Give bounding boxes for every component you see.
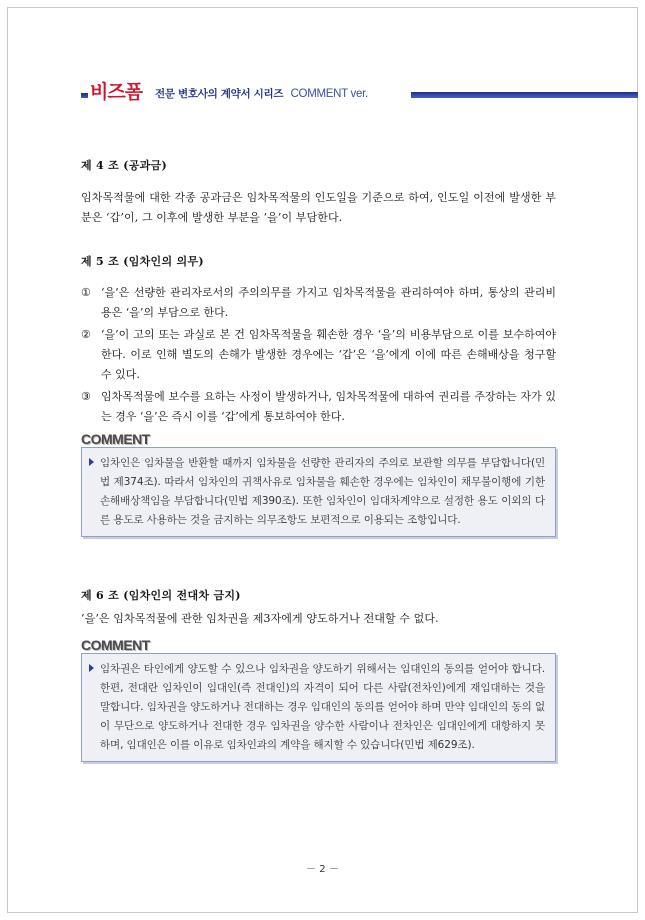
- comment-text: 임차인은 임차물을 반환할 때까지 임차물을 선량한 관리자의 주의로 보관할 의무를 부담합니다(민법 제374조). 따라서 임차인의 귀책사유로 임차물을 훼손한 경우에는 임차인이 채무불이행에 기한 손해배상책임을 부담합니다(민법 제390조). 또한 임차인이 임대차계약으로 설정한 용도 이외의 다른 용도로 사용하는 것을 금지하는 의무조항도 보편적으로 이용되는 조항입니다.: [100, 457, 545, 526]
- article-title: 제 6 조 (임차인의 전대차 금지): [81, 589, 241, 602]
- triangle-bullet-icon: [89, 458, 94, 466]
- document-header: [81, 80, 638, 106]
- list-item: [81, 283, 556, 323]
- series-version: COMMENT ver.: [290, 88, 368, 100]
- series-title: [155, 87, 368, 101]
- header-bar-left: [81, 93, 88, 98]
- article-5: [81, 254, 556, 537]
- brand-logo: 비즈폼: [90, 81, 143, 103]
- comment-label: COMMENT: [81, 431, 150, 447]
- article-body: ‘을’은 임차목적물에 관한 임차권을 제3자에게 양도하거나 전대할 수 없다.: [81, 612, 439, 625]
- item-number: ③: [81, 390, 91, 403]
- comment-box: [81, 653, 556, 762]
- comment-text: 임차권은 타인에게 양도할 수 있으나 임차권을 양도하기 위해서는 임대인의 동의를 얻어야 합니다. 한편, 전대란 임차인이 임대인(즉 전대인)의 자격이 되어 다른 사람(전차인)에게 재임대하는 것을 말합니다. 임차권을 양도하거나 전대하는 경우 임대인의 동의를 얻어야 하며 만약 임대인의 동의 없이 무단으로 양도하거나 전대한 경우 임차권을 양수한 사람이나 전차인은 임대인에게 대항하지 못하며, 임대인은 이를 이유로 임차인과의 계약을 해지할 수 있습니다(민법 제629조).: [100, 663, 545, 751]
- list-item: [81, 387, 556, 427]
- item-text: 임차목적물에 보수를 요하는 사정이 발생하거나, 임차목적물에 대하여 권리를 주장하는 자가 있는 경우 ‘을’은 즉시 이를 ‘갑’에게 통보하여야 한다.: [101, 390, 556, 423]
- list-item: [81, 325, 556, 385]
- item-text: ‘을’은 선량한 관리자로서의 주의의무를 가지고 임차목적물을 관리하여야 하며, 통상의 관리비용은 ‘을’의 부담으로 한다.: [101, 286, 556, 319]
- article-items: [81, 283, 556, 427]
- comment-label: COMMENT: [81, 637, 150, 653]
- item-number: ①: [81, 286, 91, 299]
- page-number: － 2 －: [306, 864, 339, 875]
- article-6: [81, 588, 556, 762]
- triangle-bullet-icon: [89, 664, 94, 672]
- comment-box: [81, 447, 556, 537]
- comment-section: [81, 637, 556, 762]
- article-title: 제 4 조 (공과금): [81, 159, 167, 172]
- article-title: 제 5 조 (임차인의 의무): [81, 255, 204, 268]
- article-4: [81, 158, 556, 228]
- article-body: 임차목적물에 대한 각종 공과금은 임차목적물의 인도일을 기준으로 하여, 인도일 이전에 발생한 부분은 ‘갑’이, 그 이후에 발생한 부분을 ‘을’이 부담한다.: [81, 191, 556, 224]
- series-subtitle: 전문 변호사의 계약서 시리즈: [155, 88, 284, 100]
- comment-section: [81, 431, 556, 537]
- item-number: ②: [81, 328, 91, 341]
- item-text: ‘을’이 고의 또는 과실로 본 건 임차목적물을 훼손한 경우 ‘을’의 비용부담으로 이를 보수하여야 한다. 이로 인해 별도의 손해가 발생한 경우에는 ‘갑’은 ‘을’에게 이에 따른 손해배상을 청구할 수 있다.: [101, 328, 556, 381]
- header-bar-right: [411, 92, 638, 98]
